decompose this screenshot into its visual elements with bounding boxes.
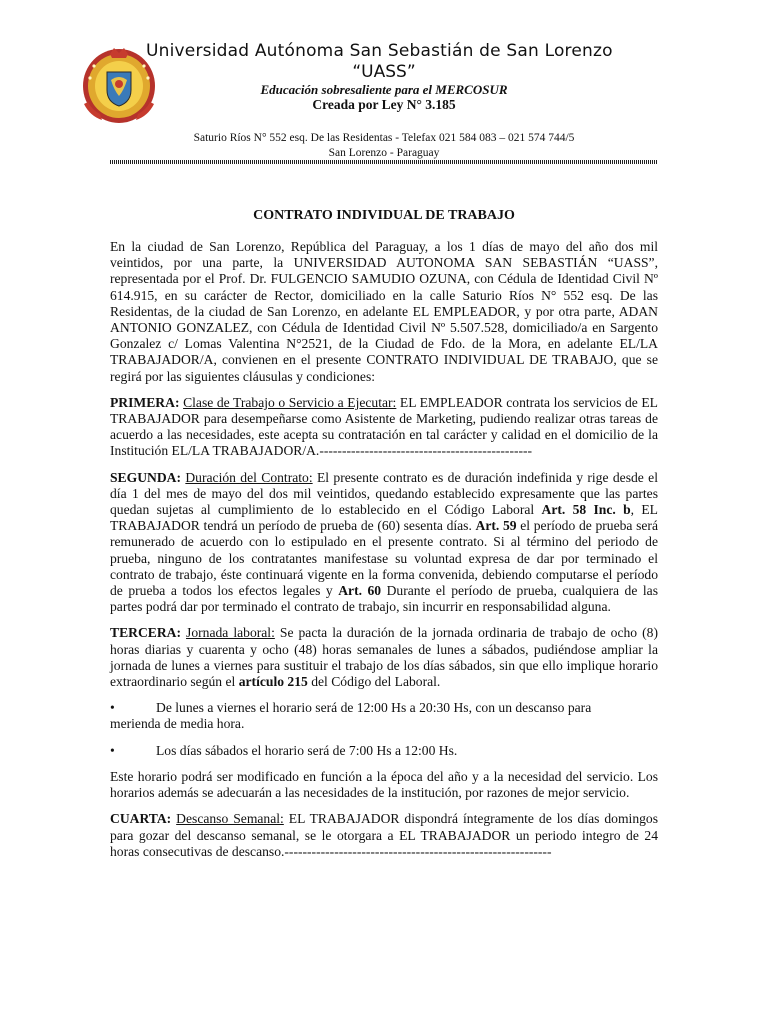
clause-label: SEGUNDA: xyxy=(110,469,181,485)
clause-text: del Código del Laboral. xyxy=(307,674,441,690)
document-title: CONTRATO INDIVIDUAL DE TRABAJO xyxy=(253,208,515,223)
clause-text: el período de prueba será remunerado de acuerdo con lo estipulado en el presente contrato. Si al término del periodo de prueba, ninguno de los contratantes manifestase su voluntad expresa de dar por terminado el contrato de trabajo, éste continuará vigente en la forma convenida, debiendo computarse el período de prueba a todos los efectos legales y xyxy=(110,518,658,599)
clause-primera xyxy=(110,395,658,460)
schedule-note: Este horario podrá ser modificado en función a la época del año y a la necesidad del servicio. Los horarios además se adecuarán a las necesidades de la institución, por razones de mejor servicio. xyxy=(110,768,658,801)
schedule-bullet xyxy=(110,743,658,759)
clause-text: El presente contrato es de duración indefinida y rige desde el día 1 del mes de mayo del dos mil veintidos, quedando establecido expresamente que las partes quedan sujetas al cumplimiento de lo establecido en el Código Laboral xyxy=(110,469,658,518)
document-body xyxy=(110,239,658,870)
bullet-text: De lunes a viernes el horario será de 12:00 Hs a 20:30 Hs, con un descanso para xyxy=(156,700,592,716)
clause-text: Durante el período de prueba, cualquiera de las partes podrá dar por terminado el contrato de trabajo, sin incurrir en responsabilidad alguna. xyxy=(110,583,658,615)
article-reference: Art. 60 xyxy=(338,583,382,599)
clause-heading: Clase de Trabajo o Servicio a Ejecutar: xyxy=(183,394,397,410)
clause-label: CUARTA: xyxy=(110,811,172,827)
clause-text: EL EMPLEADOR contrata los servicios de EL TRABAJADOR para desempeñarse como Asistente de Marketing, pudiendo realizar otras tareas de acuerdo a las necesidades, este acepta su contratación en tal carácter y calidad en el domicilio de la Institución EL/LA TRABAJADOR/A.----------------------------------------------- xyxy=(110,394,658,459)
article-reference: artículo 215 xyxy=(238,674,308,690)
clause-label: PRIMERA: xyxy=(110,394,180,410)
bullet-text: Los días sábados el horario será de 7:00 Hs a 12:00 Hs. xyxy=(156,742,458,758)
bullet-marker: • xyxy=(110,742,115,758)
clause-tercera xyxy=(110,625,658,690)
bullet-text-continuation: merienda de media hora. xyxy=(110,716,245,732)
article-reference: Art. 59 xyxy=(475,518,517,534)
clause-text: , EL TRABAJADOR tendrá un período de prueba de (60) sesenta días. xyxy=(110,502,658,534)
intro-paragraph: En la ciudad de San Lorenzo, República del Paraguay, a los 1 días de mayo del año dos mil veintidos, por una parte, la UNIVERSIDAD AUTONOMA SAN SEBASTIÁN “UASS”, representada por el Prof. Dr. FULGENCIO SAMUDIO OZUNA, con Cédula de Identidad Civil Nº 614.915, en su carácter de Rector, domiciliado en la calle Saturio Ríos N° 552 esq. De las Residentas, de la ciudad de San Lorenzo, en adelante EL EMPLEADOR, y por otra parte, ADAN ANTONIO GONZALEZ, con Cédula de Identidad Civil Nº 5.507.528, domiciliado/a en Sargento Gonzalez c/ Lomas Valentina N°2521, de la Ciudad de Fdo. de la Mora, en adelante EL/LA TRABAJADOR/A, convienen en el presente CONTRATO INDIVIDUAL DE TRABAJO, que se regirá por las siguientes cláusulas y condiciones: xyxy=(110,239,658,384)
clause-label: TERCERA: xyxy=(110,625,181,641)
university-name: Universidad Autónoma San Sebastián de San Lorenzo xyxy=(146,41,613,61)
clause-heading: Jornada laboral: xyxy=(186,625,275,641)
clause-segunda xyxy=(110,470,658,616)
creation-law: Creada por Ley N° 3.185 xyxy=(312,97,456,112)
bullet-marker: • xyxy=(110,700,115,716)
clause-text: EL TRABAJADOR dispondrá íntegramente de los días domingos para gozar del descanso semanal, se le otorgara a EL TRABAJADOR un periodo integro de 24 horas consecutivas de descanso.----------------------------------------------------------- xyxy=(110,811,658,859)
address-line-1: Saturio Ríos N° 552 esq. De las Residentas - Telefax 021 584 083 – 021 574 744/5 xyxy=(193,132,575,144)
address xyxy=(0,131,768,161)
article-reference: Art. 58 Inc. b xyxy=(541,502,631,518)
clause-cuarta xyxy=(110,811,658,860)
clause-heading: Descanso Semanal: xyxy=(176,811,284,827)
schedule-bullet xyxy=(110,700,658,732)
clause-heading: Duración del Contrato: xyxy=(185,469,313,485)
header-divider xyxy=(110,160,658,164)
clause-text: Se pacta la duración de la jornada ordinaria de trabajo de ocho (8) horas diarias y cuarenta y ocho (48) horas semanales de lunes a sábados, pudiéndose ampliar la jornada de lunes a viernes para sustituir el trabajo de los días sábados, sin que ello implique horario extraordinario según el xyxy=(110,625,658,690)
address-line-2: San Lorenzo - Paraguay xyxy=(328,147,440,159)
university-acronym: “UASS” xyxy=(352,62,416,82)
slogan: Educación sobresaliente para el MERCOSUR xyxy=(260,82,508,97)
